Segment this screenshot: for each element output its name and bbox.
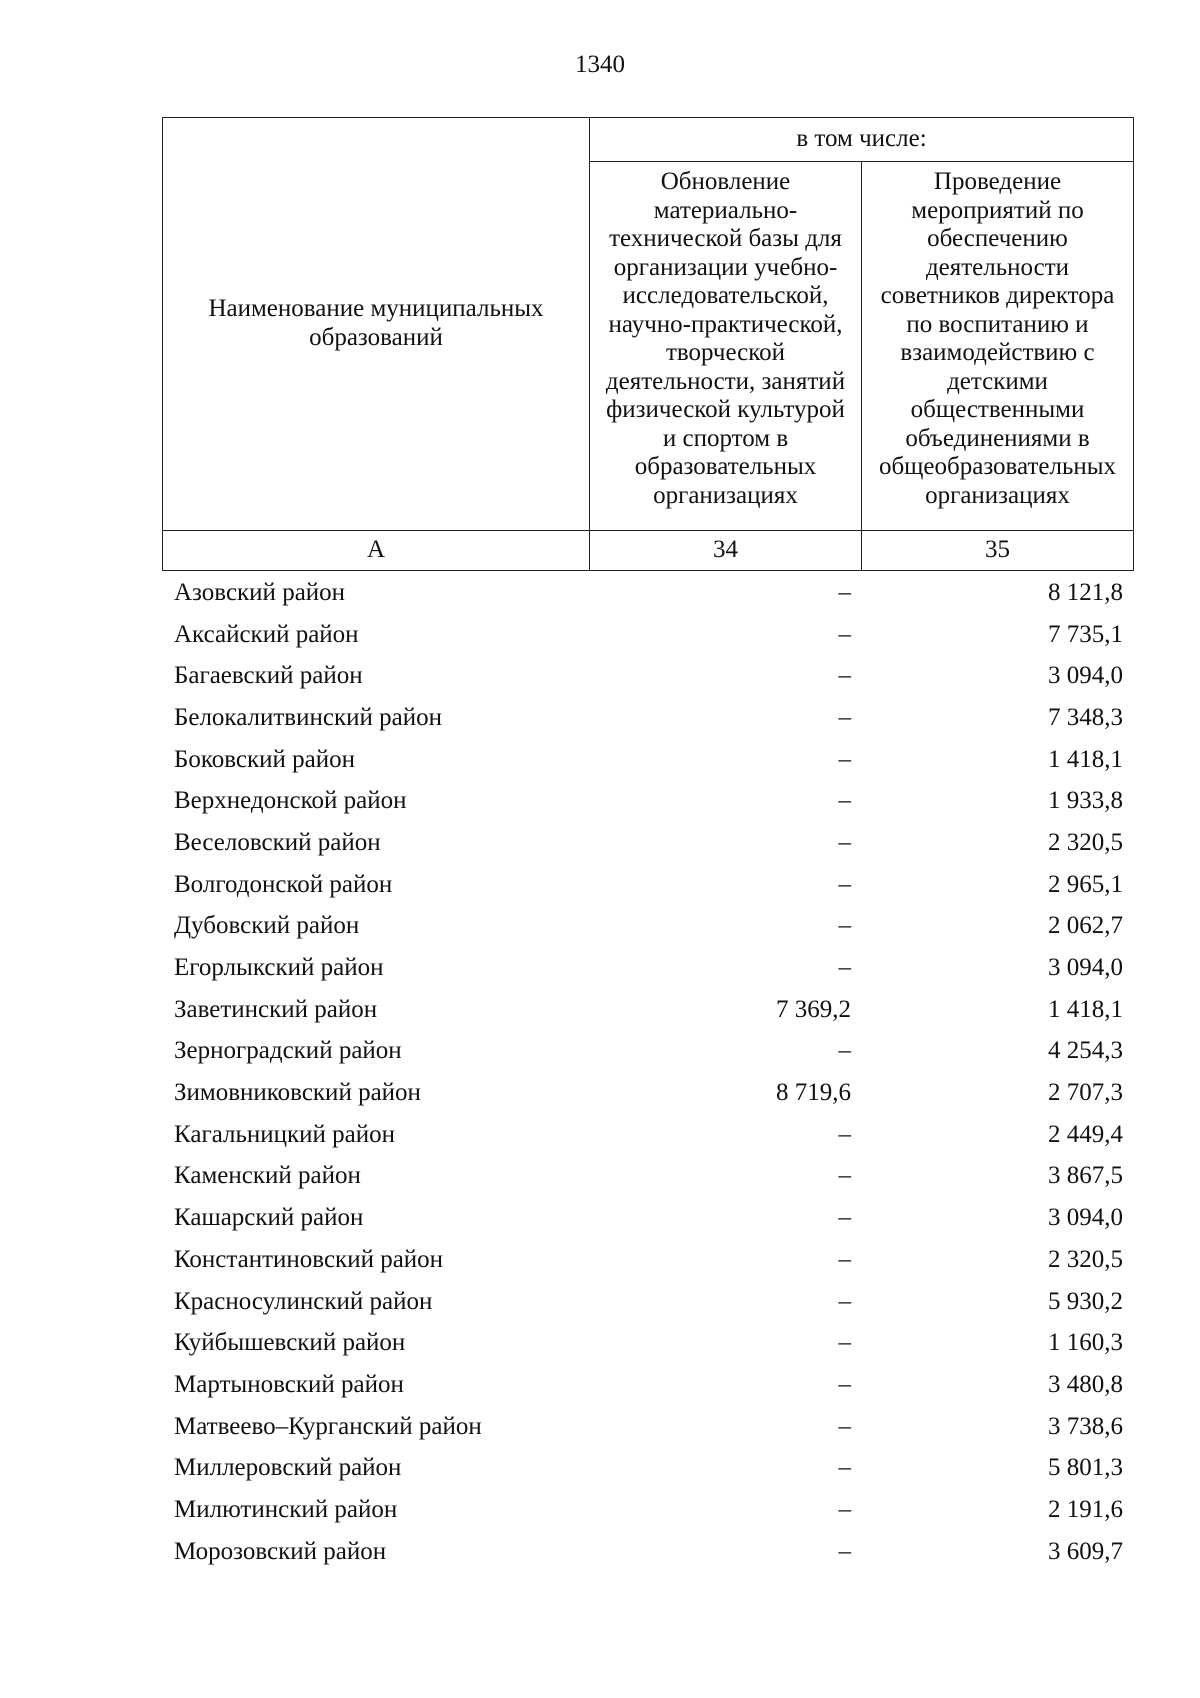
- district-name-cell: Зерноградский район: [174, 1037, 402, 1065]
- district-name-cell: Аксайский район: [174, 620, 359, 648]
- district-name-cell: Заветинский район: [174, 995, 378, 1023]
- header-group-label: в том числе:: [590, 118, 1134, 162]
- header-col35-title: Проведение мероприятий по обеспечению деятельности советников директора по воспитанию и взаимодействию с детскими общественными объединениями в общеобразовательных организациях: [862, 162, 1134, 530]
- district-name-cell: Каменский район: [174, 1162, 361, 1190]
- col34-value-cell: –: [838, 703, 851, 731]
- col35-value-cell: 2 965,1: [1048, 870, 1123, 898]
- col34-value-cell: –: [838, 1329, 851, 1357]
- district-name-cell: Константиновский район: [174, 1245, 444, 1273]
- col35-value-cell: 3 609,7: [1048, 1537, 1123, 1565]
- col34-value-cell: –: [838, 620, 851, 648]
- district-name-cell: Багаевский район: [174, 662, 363, 690]
- col34-value-cell: –: [838, 1120, 851, 1148]
- col34-value-cell: –: [838, 1037, 851, 1065]
- table-row: [162, 947, 1133, 989]
- table-row: [162, 1406, 1133, 1448]
- district-name-cell: Мартыновский район: [174, 1370, 404, 1398]
- col34-value-cell: –: [838, 954, 851, 982]
- table-row: [162, 697, 1133, 739]
- col34-value-cell: –: [838, 1162, 851, 1190]
- table-row: [162, 1364, 1133, 1406]
- table-row: [162, 1114, 1133, 1156]
- col35-value-cell: 7 348,3: [1048, 703, 1123, 731]
- table-row: [162, 739, 1133, 781]
- header-index-34: 34: [590, 530, 862, 570]
- col34-value-cell: –: [838, 1370, 851, 1398]
- district-name-cell: Белокалитвинский район: [174, 703, 442, 731]
- district-name-cell: Волгодонской район: [174, 870, 393, 898]
- col34-value-cell: –: [838, 828, 851, 856]
- district-name-cell: Красносулинский район: [174, 1287, 433, 1315]
- col35-value-cell: 3 094,0: [1048, 1204, 1123, 1232]
- col35-value-cell: 5 930,2: [1048, 1287, 1123, 1315]
- header-name-column: Наименование муниципальных образований: [163, 118, 590, 531]
- table-row: [162, 1322, 1133, 1364]
- table-row: [162, 614, 1133, 656]
- col34-value-cell: –: [838, 745, 851, 773]
- col35-value-cell: 3 480,8: [1048, 1370, 1123, 1398]
- col35-value-cell: 3 094,0: [1048, 662, 1123, 690]
- col34-value-cell: –: [838, 870, 851, 898]
- table-row: [162, 822, 1133, 864]
- district-name-cell: Веселовский район: [174, 828, 381, 856]
- table-row: [162, 989, 1133, 1031]
- header-col34-title: Обновление материально-технической базы для организации учебно-исследовательской, научно-практической, творческой деятельности, занятий физической культурой и спортом в образовательных организациях: [590, 162, 862, 530]
- col35-value-cell: 1 160,3: [1048, 1329, 1123, 1357]
- col34-value-cell: –: [838, 912, 851, 940]
- col35-value-cell: 1 418,1: [1048, 745, 1123, 773]
- col34-value-cell: –: [838, 662, 851, 690]
- col35-value-cell: 3 867,5: [1048, 1162, 1123, 1190]
- page-number: 1340: [575, 51, 625, 78]
- col35-value-cell: 5 801,3: [1048, 1454, 1123, 1482]
- table-row: [162, 1072, 1133, 1114]
- table-row: [162, 906, 1133, 948]
- district-name-cell: Куйбышевский район: [174, 1329, 406, 1357]
- header-index-35: 35: [862, 530, 1134, 570]
- col34-value-cell: 7 369,2: [776, 995, 851, 1023]
- col35-value-cell: 2 191,6: [1048, 1495, 1123, 1523]
- table-row: [162, 1031, 1133, 1073]
- table-header: [162, 117, 1134, 571]
- col34-value-cell: –: [838, 1454, 851, 1482]
- col35-value-cell: 2 707,3: [1048, 1079, 1123, 1107]
- table-row: [162, 1281, 1133, 1323]
- col35-value-cell: 8 121,8: [1048, 578, 1123, 606]
- table-row: [162, 1531, 1133, 1573]
- col35-value-cell: 7 735,1: [1048, 620, 1123, 648]
- district-name-cell: Морозовский район: [174, 1537, 387, 1565]
- col34-value-cell: –: [838, 787, 851, 815]
- table-row: [162, 780, 1133, 822]
- district-name-cell: Егорлыкский район: [174, 954, 384, 982]
- district-name-cell: Кагальницкий район: [174, 1120, 396, 1148]
- table-row: [162, 655, 1133, 697]
- col34-value-cell: 8 719,6: [776, 1079, 851, 1107]
- district-name-cell: Азовский район: [174, 578, 346, 606]
- col34-value-cell: –: [838, 578, 851, 606]
- table-row: [162, 1197, 1133, 1239]
- col35-value-cell: 2 062,7: [1048, 912, 1123, 940]
- district-name-cell: Верхнедонской район: [174, 787, 407, 815]
- col35-value-cell: 2 320,5: [1048, 828, 1123, 856]
- table-row: [162, 1156, 1133, 1198]
- district-name-cell: Милютинский район: [174, 1495, 398, 1523]
- table-row: [162, 1239, 1133, 1281]
- col35-value-cell: 1 933,8: [1048, 787, 1123, 815]
- col35-value-cell: 4 254,3: [1048, 1037, 1123, 1065]
- col35-value-cell: 3 094,0: [1048, 954, 1123, 982]
- col34-value-cell: –: [838, 1287, 851, 1315]
- district-name-cell: Кашарский район: [174, 1204, 364, 1232]
- district-name-cell: Миллеровский район: [174, 1454, 402, 1482]
- table-body: [162, 572, 1133, 1573]
- col35-value-cell: 1 418,1: [1048, 995, 1123, 1023]
- district-name-cell: Боковский район: [174, 745, 355, 773]
- col35-value-cell: 2 449,4: [1048, 1120, 1123, 1148]
- district-name-cell: Дубовский район: [174, 912, 360, 940]
- col34-value-cell: –: [838, 1495, 851, 1523]
- col35-value-cell: 3 738,6: [1048, 1412, 1123, 1440]
- col34-value-cell: –: [838, 1412, 851, 1440]
- table-row: [162, 864, 1133, 906]
- header-index-a: А: [163, 530, 590, 570]
- col34-value-cell: –: [838, 1537, 851, 1565]
- district-name-cell: Зимовниковский район: [174, 1079, 421, 1107]
- col35-value-cell: 2 320,5: [1048, 1245, 1123, 1273]
- col34-value-cell: –: [838, 1245, 851, 1273]
- district-name-cell: Матвеево–Курганский район: [174, 1412, 482, 1440]
- col34-value-cell: –: [838, 1204, 851, 1232]
- table-row: [162, 1489, 1133, 1531]
- table-row: [162, 1447, 1133, 1489]
- table-row: [162, 572, 1133, 614]
